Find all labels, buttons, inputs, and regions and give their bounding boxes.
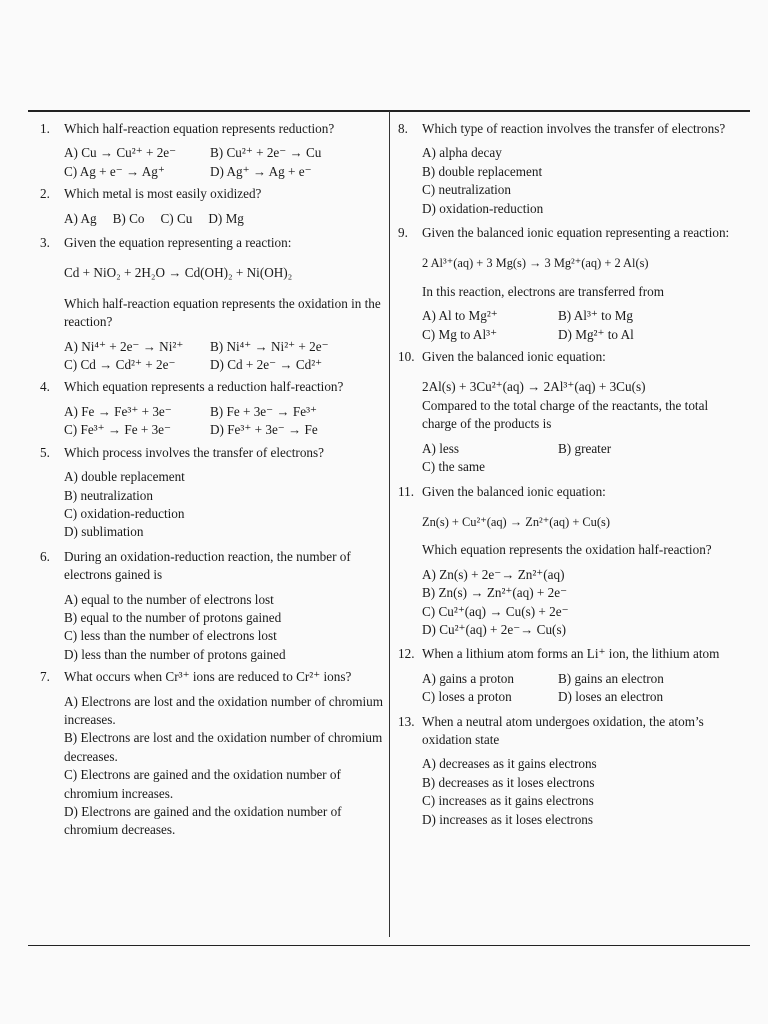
choice-c: C) Fe³⁺ → Fe + 3e⁻: [64, 422, 171, 438]
choice-c: C) Ag + e⁻ → Ag⁺: [64, 163, 165, 179]
choice-a: A) gains a proton: [422, 670, 514, 686]
choice-d: D) Mg²⁺ to Al: [558, 326, 634, 342]
choice-b: B) Fe + 3e⁻ → Fe³⁺: [210, 403, 317, 419]
choice-b: B) Cu²⁺ + 2e⁻ → Cu: [210, 145, 322, 161]
question-10: 10. Given the balanced ionic equation: 2Al(s) + 3Cu²⁺(aq) → 2Al³⁺(aq) + 3Cu(s) Compared to the total charge of the reactants, the total charge of the products is A) less B) greater C) the same: [398, 348, 738, 476]
choice-b: B) Ni⁴⁺ → Ni²⁺ + 2e⁻: [210, 338, 329, 354]
choice-d: D) Mg: [208, 210, 244, 226]
question-text: Given the equation representing a reaction:: [64, 235, 292, 251]
choice-a: A) double replacement: [64, 469, 185, 485]
question-text: When a lithium atom forms an Li⁺ ion, the lithium atom: [422, 646, 720, 662]
question-text: Given the balanced ionic equation:: [422, 349, 606, 365]
choice-d: D) Cu²⁺(aq) + 2e⁻→ Cu(s): [422, 621, 566, 637]
choice-c: C) Cu²⁺(aq) → Cu(s) + 2e⁻: [422, 603, 569, 619]
choice-a: A) Ag: [64, 210, 97, 226]
question-text: Given the balanced ionic equation:: [422, 483, 606, 499]
choice-d: D) loses an electron: [558, 689, 664, 705]
question-text: During an oxidation-reduction reaction, the number of electrons gained is: [64, 548, 351, 583]
choice-a: A) Electrons are lost and the oxidation number of chromium increases.: [64, 693, 383, 727]
choice-a: A) Al to Mg²⁺: [422, 308, 498, 324]
question-subtext: Which half-reaction equation represents the oxidation in the reaction?: [64, 295, 381, 330]
choice-a: A) Ni⁴⁺ + 2e⁻ → Ni²⁺: [64, 338, 184, 354]
question-text: What occurs when Cr³⁺ ions are reduced to Cr²⁺ ions?: [64, 669, 352, 685]
question-7: 7. What occurs when Cr³⁺ ions are reduced to Cr²⁺ ions? A) Electrons are lost and the oxidation number of chromium increases. B) Electrons are lost and the oxidation number of chromium decreases. C) Electrons are gained and the oxidation number of chromium increases. D) Electrons are gained and the oxidation number of chromium decreases.: [40, 668, 388, 840]
choice-d: D) less than the number of protons gained: [64, 646, 286, 662]
column-divider: [389, 111, 390, 937]
choice-d: D) Electrons are gained and the oxidation number of chromium decreases.: [64, 804, 342, 838]
question-subtext: Which equation represents the oxidation half-reaction?: [422, 542, 712, 558]
choice-a: A) equal to the number of electrons lost: [64, 591, 274, 607]
choice-b: B) Co: [112, 210, 145, 226]
choice-c: C) Cu: [160, 210, 193, 226]
question-5: 5. Which process involves the transfer of electrons? A) double replacement B) neutralization C) oxidation-reduction D) sublimation: [40, 444, 388, 542]
question-text: Which type of reaction involves the transfer of electrons?: [422, 121, 726, 136]
question-text: Which equation represents a reduction half-reaction?: [64, 379, 344, 395]
choice-b: B) greater: [558, 440, 612, 456]
choice-c: C) neutralization: [422, 182, 511, 198]
question-3: 3. Given the equation representing a reaction: Cd + NiO₂ + 2H₂O → Cd(OH)₂ + Ni(OH)₂ Which half-reaction equation represents the oxidation in the reaction? A) Ni⁴⁺ + 2e⁻ → Ni²⁺ B) Ni⁴⁺ → Ni²⁺ + 2e⁻ C) Cd → Cd²⁺ + 2e⁻ D) Cd + 2e⁻ → Cd²⁺: [40, 234, 388, 374]
right-column: [398, 112, 738, 829]
reaction-equation: 2Al(s) + 3Cu²⁺(aq) → 2Al³⁺(aq) + 3Cu(s): [422, 379, 646, 395]
choice-b: B) double replacement: [422, 163, 543, 179]
reaction-equation: Zn(s) + Cu²⁺(aq) → Zn²⁺(aq) + Cu(s): [422, 514, 610, 529]
choice-a: A) less: [422, 440, 459, 456]
question-13: 13. When a neutral atom undergoes oxidation, the atom’s oxidation state A) decreases as it gains electrons B) decreases as it loses electrons C) increases as it gains electrons D) increases as it loses electrons: [398, 713, 738, 829]
choice-d: D) increases as it loses electrons: [422, 811, 594, 827]
reaction-equation: 2 Al³⁺(aq) + 3 Mg(s) → 3 Mg²⁺(aq) + 2 Al(s): [422, 256, 649, 271]
question-text: Which metal is most easily oxidized?: [64, 186, 262, 202]
choice-b: B) decreases as it loses electrons: [422, 774, 595, 790]
choice-d: D) Ag⁺ → Ag + e⁻: [210, 163, 312, 179]
choice-a: A) decreases as it gains electrons: [422, 756, 597, 772]
choice-c: C) Mg to Al³⁺: [422, 326, 498, 342]
choice-c: C) less than the number of electrons lost: [64, 628, 277, 644]
question-text: When a neutral atom undergoes oxidation, the atom’s oxidation state: [422, 713, 704, 747]
choice-a: A) Zn(s) + 2e⁻→ Zn²⁺(aq): [422, 566, 565, 582]
choice-c: C) the same: [422, 459, 485, 475]
choice-a: A) Cu → Cu²⁺ + 2e⁻: [64, 145, 177, 161]
choice-b: B) Al³⁺ to Mg: [558, 308, 634, 324]
choice-c: C) oxidation-reduction: [64, 505, 185, 521]
question-subtext: Compared to the total charge of the reactants, the total charge of the products is: [422, 397, 709, 432]
choice-b: B) Zn(s) → Zn²⁺(aq) + 2e⁻: [422, 585, 568, 601]
choice-d: D) Fe³⁺ + 3e⁻ → Fe: [210, 422, 318, 438]
choice-c: C) loses a proton: [422, 689, 512, 705]
choice-c: C) Cd → Cd²⁺ + 2e⁻: [64, 357, 176, 373]
choice-c: C) Electrons are gained and the oxidation number of chromium increases.: [64, 767, 341, 801]
question-2: 2. Which metal is most easily oxidized? A) Ag B) Co C) Cu D) Mg: [40, 185, 388, 228]
question-text: Which process involves the transfer of electrons?: [64, 444, 324, 460]
question-8: 8. Which type of reaction involves the transfer of electrons? A) alpha decay B) double replacement C) neutralization D) oxidation-reduction: [398, 120, 738, 218]
choice-b: B) equal to the number of protons gained: [64, 609, 282, 625]
question-11: 11. Given the balanced ionic equation: Zn(s) + Cu²⁺(aq) → Zn²⁺(aq) + Cu(s) Which equation represents the oxidation half-reaction? A) Zn(s) + 2e⁻→ Zn²⁺(aq) B) Zn(s) → Zn²⁺(aq) + 2e⁻ C) Cu²⁺(aq) → Cu(s) + 2e⁻ D) Cu²⁺(aq) + 2e⁻→ Cu(s): [398, 483, 738, 640]
question-6: 6. During an oxidation-reduction reaction, the number of electrons gained is A) equal to the number of electrons lost B) equal to the number of protons gained C) less than the number of electrons lost D) less than the number of protons gained: [40, 548, 388, 664]
question-12: 12. When a lithium atom forms an Li⁺ ion, the lithium atom A) gains a proton B) gains an electron C) loses a proton D) loses an electron: [398, 645, 738, 706]
question-1: 1. Which half-reaction equation represents reduction? A) Cu → Cu²⁺ + 2e⁻ B) Cu²⁺ + 2e⁻ → Cu C) Ag + e⁻ → Ag⁺ D) Ag⁺ → Ag + e⁻: [40, 120, 388, 181]
choice-b: B) Electrons are lost and the oxidation number of chromium decreases.: [64, 730, 383, 764]
choice-a: A) alpha decay: [422, 145, 502, 161]
question-text: Which half-reaction equation represents reduction?: [64, 121, 335, 136]
question-text: Given the balanced ionic equation representing a reaction:: [422, 225, 730, 241]
choice-b: B) neutralization: [64, 487, 153, 503]
question-9: 9. Given the balanced ionic equation representing a reaction: 2 Al³⁺(aq) + 3 Mg(s) → 3 Mg²⁺(aq) + 2 Al(s) In this reaction, electrons are transferred from A) Al to Mg²⁺ B) Al³⁺ to Mg C) Mg to Al³⁺ D) Mg²⁺ to Al: [398, 224, 738, 344]
choice-b: B) gains an electron: [558, 670, 664, 686]
left-column: [40, 112, 388, 840]
question-subtext: In this reaction, electrons are transferred from: [422, 283, 665, 299]
reaction-equation: Cd + NiO₂ + 2H₂O → Cd(OH)₂ + Ni(OH)₂: [64, 265, 293, 281]
bottom-rule: [28, 945, 750, 946]
choice-d: D) Cd + 2e⁻ → Cd²⁺: [210, 357, 323, 373]
choice-d: D) oxidation-reduction: [422, 200, 544, 216]
choice-d: D) sublimation: [64, 524, 144, 540]
question-4: 4. Which equation represents a reduction half-reaction? A) Fe → Fe³⁺ + 3e⁻ B) Fe + 3e⁻ → Fe³⁺ C) Fe³⁺ → Fe + 3e⁻ D) Fe³⁺ + 3e⁻ → Fe: [40, 378, 388, 439]
choice-c: C) increases as it gains electrons: [422, 793, 594, 809]
choice-a: A) Fe → Fe³⁺ + 3e⁻: [64, 403, 172, 419]
